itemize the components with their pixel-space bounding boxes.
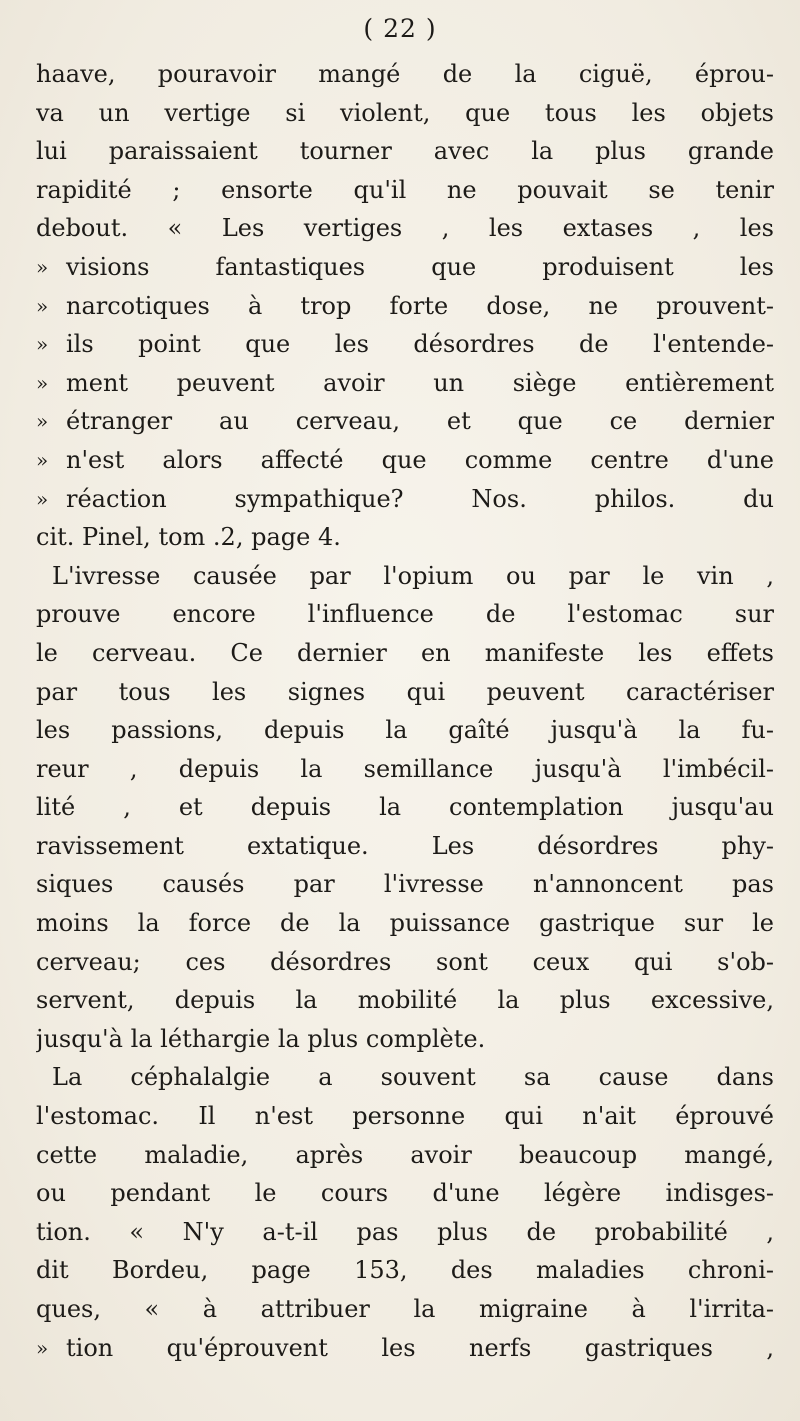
text-line (36, 248, 774, 287)
quote-mark: » (36, 332, 49, 357)
text-line: l'estomac. Il n'est personne qui n'ait éprouvé (36, 1102, 774, 1131)
text-line: cette maladie, après avoir beaucoup mangé, (36, 1140, 774, 1169)
line-text: étranger au cerveau, et que ce dernier (66, 407, 774, 436)
text-line: siques causés par l'ivresse n'annoncent pas (36, 870, 774, 899)
text-line: cerveau; ces désordres sont ceux qui s'ob- (36, 947, 774, 976)
body-text (36, 55, 774, 1367)
text-line: ou pendant le cours d'une légère indisges- (36, 1179, 774, 1208)
text-line: haave, pouravoir mangé de la ciguë, éprou- (36, 60, 774, 88)
line-text: ils point que les désordres de l'entende- (66, 330, 774, 359)
page-number: ( 22 ) (363, 14, 437, 43)
quote-mark: » (36, 1335, 49, 1360)
text-line (36, 325, 774, 364)
line-text: ment peuvent avoir un siège entièrement (66, 368, 774, 397)
text-line: L'ivresse causée par l'opium ou par le vin , (52, 561, 774, 590)
text-line: debout. « Les vertiges , les extases , les (36, 214, 774, 243)
text-line: cit. Pinel, tom .2, page 4. (36, 523, 341, 552)
text-line: prouve encore l'influence de l'estomac sur (36, 600, 774, 629)
line-text: visions fantastiques que produisent les (66, 252, 774, 281)
text-line (36, 1329, 774, 1368)
text-line: ques, « à attribuer la migraine à l'irrita- (36, 1295, 774, 1323)
text-line: lui paraissaient tourner avec la plus grande (36, 137, 774, 166)
text-line (36, 480, 774, 519)
text-line: lité , et depuis la contemplation jusqu'au (36, 793, 774, 822)
line-text: réaction sympathique? Nos. philos. du (66, 484, 774, 513)
text-line: ravissement extatique. Les désordres phy- (36, 831, 774, 860)
text-line: jusqu'à la léthargie la plus complète. (36, 1024, 486, 1053)
text-line (36, 402, 774, 441)
quote-mark: » (36, 293, 49, 318)
line-text: tion qu'éprouvent les nerfs gastriques , (66, 1333, 774, 1362)
text-line: par tous les signes qui peuvent caractériser (36, 677, 774, 706)
quote-mark: » (36, 370, 49, 395)
text-line: servent, depuis la mobilité la plus excessive, (36, 986, 774, 1015)
text-line: tion. « N'y a-t-il pas plus de probabilité , (36, 1217, 774, 1246)
text-line: dit Bordeu, page 153, des maladies chroni- (36, 1256, 774, 1285)
text-line: va un vertige si violent, que tous les objets (36, 98, 774, 127)
line-text: n'est alors affecté que comme centre d'une (66, 445, 774, 474)
quote-mark: » (36, 486, 49, 511)
line-text: narcotiques à trop forte dose, ne prouvent- (66, 291, 774, 320)
quote-mark: » (36, 409, 49, 434)
text-line (36, 441, 774, 480)
quote-mark: » (36, 254, 49, 279)
text-line: le cerveau. Ce dernier en manifeste les effets (36, 638, 774, 667)
text-line: La céphalalgie a souvent sa cause dans (52, 1063, 774, 1092)
text-line: reur , depuis la semillance jusqu'à l'imbécil- (36, 754, 774, 783)
quote-mark: » (36, 447, 49, 472)
text-line: moins la force de la puissance gastrique sur le (36, 909, 774, 938)
text-line (36, 287, 774, 326)
text-line (36, 364, 774, 403)
text-line: les passions, depuis la gaîté jusqu'à la fu- (36, 716, 774, 745)
text-line: rapidité ; ensorte qu'il ne pouvait se tenir (36, 175, 774, 204)
